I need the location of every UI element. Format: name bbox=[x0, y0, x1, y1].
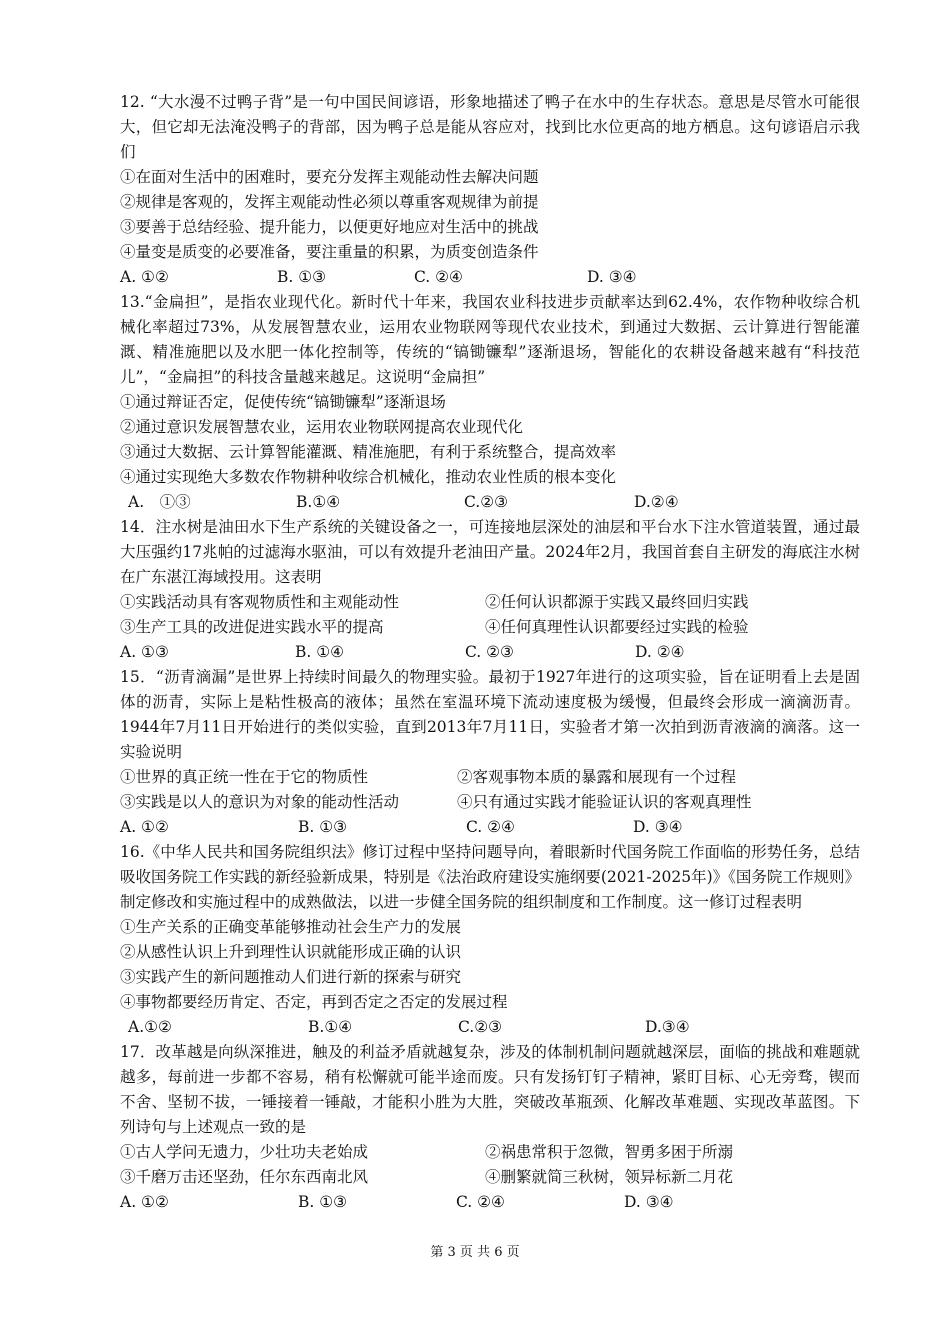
option-statement: ③千磨万击还坚劲，任尔东西南北风 bbox=[120, 1168, 369, 1186]
option-statement: ④只有通过实践才能验证认识的客观真理性 bbox=[457, 793, 752, 811]
answer-choices bbox=[120, 815, 860, 840]
answer-choice-d: D. ③④ bbox=[624, 1193, 674, 1211]
option-statement: ③实践产生的新问题推动人们进行新的探索与研究 bbox=[120, 968, 462, 986]
question-list bbox=[120, 90, 860, 1215]
option-statement: ②规律是客观的，发挥主观能动性必须以尊重客观规律为前提 bbox=[120, 193, 539, 211]
option-statement: ②从感性认识上升到理性认识就能形成正确的认识 bbox=[120, 943, 462, 961]
answer-choices bbox=[120, 265, 860, 290]
answer-choice-c: C. ②④ bbox=[466, 818, 515, 836]
answer-choices bbox=[120, 1190, 860, 1215]
question-16 bbox=[120, 840, 860, 1040]
option-statement: ④任何真理性认识都要经过实践的检验 bbox=[485, 618, 749, 636]
answer-choice-d: D. ③④ bbox=[587, 268, 637, 286]
answer-choices bbox=[120, 640, 860, 665]
option-statement: ②祸患常积于忽微，智勇多困于所溺 bbox=[485, 1143, 734, 1161]
answer-choice-b: B. ①③ bbox=[298, 1193, 348, 1211]
question-stem: 13.“金扁担”，是指农业现代化。新时代十年来，我国农业科技进步贡献率达到62.4%，农作物种收综合机械化率超过73%，从发展智慧农业，运用农业物联网等现代农业技术，到通过大数据、云计算进行智能灌溉、精准施肥以及水肥一体化控制等，传统的“镐锄镰犁”逐渐退场，智能化的农耕设备越来越有“科技范儿”，“金扁担”的科技含量越来越足。这说明“金扁担” bbox=[120, 293, 860, 386]
question-stem: 12. “大水漫不过鸭子背”是一句中国民间谚语，形象地描述了鸭子在水中的生存状态。意思是尽管水可能很大，但它却无法淹没鸭子的背部，因为鸭子总是能从容应对，找到比水位更高的地方栖息。这句谚语启示我们 bbox=[120, 93, 860, 161]
option-statement: ④量变是质变的必要准备，要注重量的积累，为质变创造条件 bbox=[120, 243, 539, 261]
option-statement: ④事物都要经历肯定、否定，再到否定之否定的发展过程 bbox=[120, 993, 508, 1011]
answer-choice-a: A. ①③ bbox=[128, 493, 191, 511]
option-statement: ①在面对生活中的困难时，要充分发挥主观能动性去解决问题 bbox=[120, 168, 539, 186]
option-statement: ④通过实现绝大多数农作物耕种收综合机械化，推动农业性质的根本变化 bbox=[120, 468, 617, 486]
answer-choices bbox=[120, 490, 860, 515]
answer-choice-c: C. ②④ bbox=[414, 268, 463, 286]
option-statement: ③生产工具的改进促进实践水平的提高 bbox=[120, 618, 384, 636]
answer-choice-b: B.①④ bbox=[308, 1018, 353, 1036]
answer-choice-d: D.②④ bbox=[634, 493, 679, 511]
answer-choice-b: B. ①③ bbox=[298, 818, 348, 836]
answer-choice-d: D. ②④ bbox=[635, 643, 685, 661]
answer-choice-a: A. ①② bbox=[120, 1193, 169, 1211]
question-stem: 17．改革越是向纵深推进，触及的利益矛盾就越复杂，涉及的体制机制问题就越深层，面临的挑战和难题就越多，每前进一步都不容易，稍有松懈就可能半途而废。只有发扬钉钉子精神，紧盯目标、心无旁骛，锲而不舍、坚韧不拔，一锤接着一锤敲，才能积小胜为大胜，突破改革瓶颈、化解改革难题、实现改革蓝图。下列诗句与上述观点一致的是 bbox=[120, 1043, 860, 1136]
option-statement: ③要善于总结经验、提升能力，以便更好地应对生活中的挑战 bbox=[120, 218, 539, 236]
option-row bbox=[120, 615, 860, 640]
answer-choice-c: C.②③ bbox=[464, 493, 509, 511]
option-statement: ③通过大数据、云计算智能灌溉、精准施肥，有利于系统整合，提高效率 bbox=[120, 443, 617, 461]
answer-choice-d: D.③④ bbox=[645, 1018, 690, 1036]
answer-choice-a: A.①② bbox=[128, 1018, 172, 1036]
option-statement: ②客观事物本质的暴露和展现有一个过程 bbox=[457, 768, 737, 786]
option-row bbox=[120, 590, 860, 615]
option-statement: ①实践活动具有客观物质性和主观能动性 bbox=[120, 593, 400, 611]
question-14 bbox=[120, 515, 860, 665]
option-statement: ①古人学问无遗力，少壮功夫老始成 bbox=[120, 1143, 369, 1161]
question-stem: 16.《中华人民共和国务院组织法》修订过程中坚持问题导向，着眼新时代国务院工作面临的形势任务，总结吸收国务院工作实践的新经验新成果，特别是《法治政府建设实施纲要(2021-2025年)》《国务院工作规则》制定修改和实施过程中的成熟做法，以进一步健全国务院的组织制度和工作制度。这一修订过程表明 bbox=[120, 843, 860, 911]
option-statement: ①世界的真正统一性在于它的物质性 bbox=[120, 768, 369, 786]
page-number: 第 3 页 共 6 页 bbox=[430, 1245, 520, 1260]
answer-choice-b: B. ①③ bbox=[277, 268, 327, 286]
option-statement: ③实践是以人的意识为对象的能动性活动 bbox=[120, 793, 400, 811]
option-statement: ①生产关系的正确变革能够推动社会生产力的发展 bbox=[120, 918, 462, 936]
option-statement: ②通过意识发展智慧农业，运用农业物联网提高农业现代化 bbox=[120, 418, 524, 436]
answer-choice-c: C. ②④ bbox=[456, 1193, 505, 1211]
answer-choice-b: B. ①④ bbox=[295, 643, 345, 661]
option-row bbox=[120, 790, 860, 815]
question-stem: 15．“沥青滴漏”是世界上持续时间最久的物理实验。最初于1927年进行的这项实验，旨在证明看上去是固体的沥青，实际上是粘性极高的液体；虽然在室温环境下流动速度极为缓慢，但最终会形成一滴滴沥青。1944年7月11日开始进行的类似实验，直到2013年7月11日，实验者才第一次拍到沥青液滴的滴落。这一实验说明 bbox=[120, 668, 860, 761]
option-statement: ④删繁就简三秋树，领异标新二月花 bbox=[485, 1168, 734, 1186]
option-row bbox=[120, 1140, 860, 1165]
answer-choice-a: A. ①③ bbox=[120, 643, 169, 661]
answer-choice-a: A. ①② bbox=[120, 268, 169, 286]
question-stem: 14．注水树是油田水下生产系统的关键设备之一，可连接地层深处的油层和平台水下注水管道装置，通过最大压强约17兆帕的过滤海水驱油，可以有效提升老油田产量。2024年2月，我国首套自主研发的海底注水树在广东湛江海域投用。这表明 bbox=[120, 518, 860, 586]
answer-choice-b: B.①④ bbox=[296, 493, 341, 511]
answer-choice-a: A. ①② bbox=[120, 818, 169, 836]
answer-choice-c: C. ②③ bbox=[465, 643, 514, 661]
answer-choices bbox=[120, 1015, 860, 1040]
option-statement: ②任何认识都源于实践又最终回归实践 bbox=[485, 593, 749, 611]
answer-choice-d: D. ③④ bbox=[633, 818, 683, 836]
option-statement: ①通过辩证否定，促使传统“镐锄镰犁”逐渐退场 bbox=[120, 393, 446, 411]
question-17 bbox=[120, 1040, 860, 1215]
option-row bbox=[120, 765, 860, 790]
answer-choice-c: C.②③ bbox=[458, 1018, 503, 1036]
question-13 bbox=[120, 290, 860, 515]
question-12 bbox=[120, 90, 860, 290]
option-row bbox=[120, 1165, 860, 1190]
question-15 bbox=[120, 665, 860, 840]
